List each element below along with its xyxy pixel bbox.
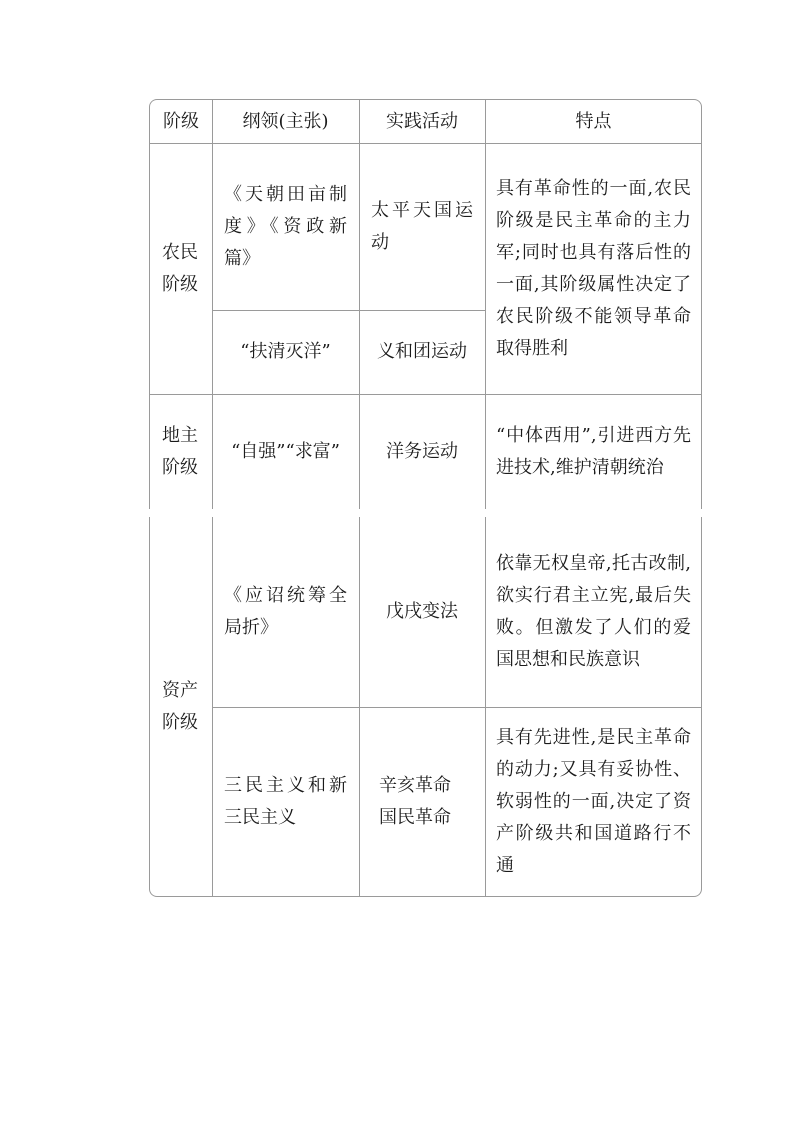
row-divider [212, 310, 485, 311]
class-peasant: 农民阶级 [162, 241, 198, 295]
feature-landlord: “中体西用”,引进西方先进技术,维护清朝统治 [496, 425, 691, 478]
activity-westernization: 洋务运动 [386, 441, 458, 462]
history-table-part-2 [149, 517, 702, 897]
feature-peasant: 具有革命性的一面,农民阶级是民主革命的主力军;同时也具有落后性的一面,其阶级属性决定了农民阶级不能领导革命取得胜利 [496, 177, 691, 359]
header-activity: 实践活动 [386, 110, 458, 132]
feature-reform: 依靠无权皇帝,托古改制,欲实行君主立宪,最后失败。但激发了人们的爱国思想和民族意识 [496, 553, 691, 670]
program-self-strengthening: “自强”“求富” [231, 441, 340, 462]
column-divider [485, 100, 486, 509]
row-divider [150, 394, 702, 395]
program-three-principles: 三民主义和新三民主义 [224, 775, 347, 828]
program-boxer: “扶清灭洋” [240, 341, 331, 362]
class-bourgeoisie: 资产阶级 [162, 680, 198, 733]
column-divider [359, 100, 360, 509]
column-divider [359, 517, 360, 897]
column-divider [212, 517, 213, 897]
activity-reform: 戊戌变法 [386, 601, 458, 622]
program-taiping: 《天朝田亩制度》《资政新篇》 [224, 183, 347, 269]
column-divider [485, 517, 486, 897]
header-class: 阶级 [163, 110, 199, 132]
feature-revolution: 具有先进性,是民主革命的动力;又具有妥协性、软弱性的一面,决定了资产阶级共和国道路行不通 [496, 727, 691, 876]
activity-taiping: 太平天国运动 [371, 199, 473, 253]
header-program: 纲领(主张) [242, 110, 329, 132]
class-landlord: 地主阶级 [162, 425, 198, 478]
row-divider [212, 707, 702, 708]
row-divider [150, 143, 702, 144]
history-table-part-1 [149, 99, 702, 509]
column-divider [212, 100, 213, 509]
activity-boxer: 义和团运动 [377, 341, 467, 362]
program-reform: 《应诏统筹全局折》 [224, 585, 347, 638]
activity-revolution: 辛亥革命国民革命 [379, 775, 451, 828]
header-feature: 特点 [575, 110, 612, 132]
